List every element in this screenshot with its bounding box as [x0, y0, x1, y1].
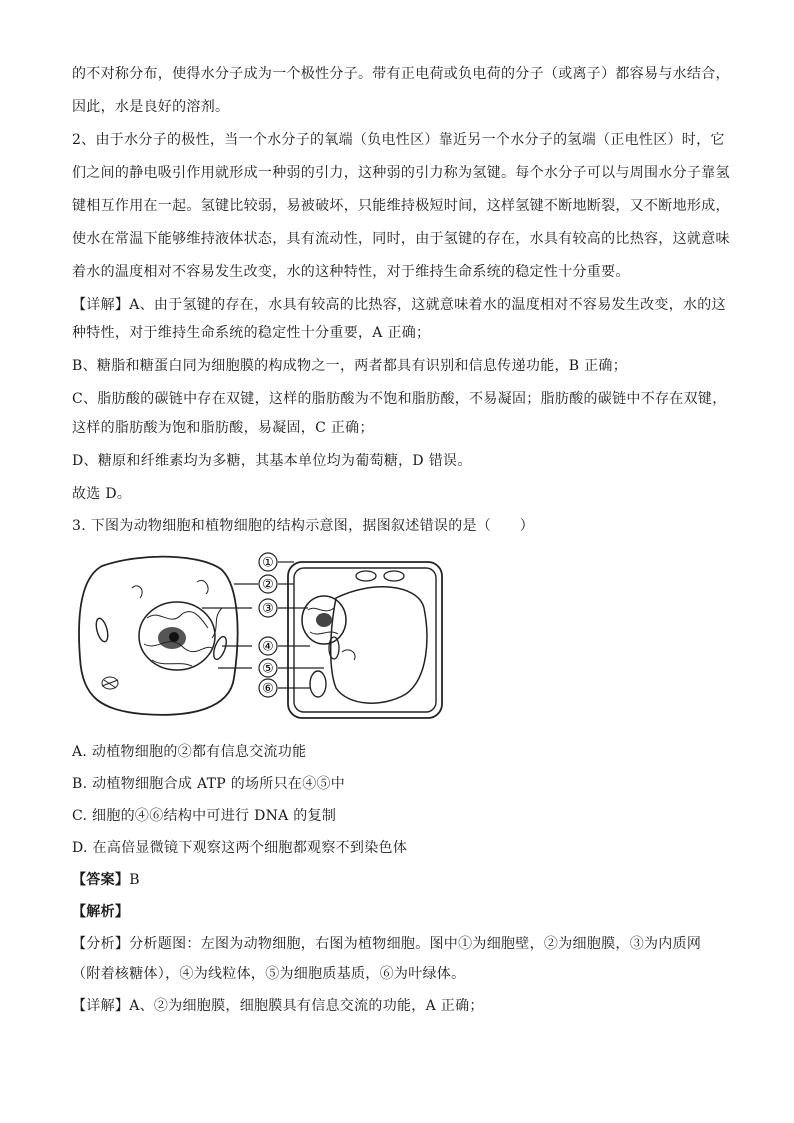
- figure-label-4: ④: [262, 639, 274, 655]
- figure-label-5: ⑤: [262, 661, 274, 677]
- text-line: 2、由于水分子的极性，当一个水分子的氧端（负电性区）靠近另一个水分子的氢端（正电性区）时，它: [72, 132, 725, 148]
- text-line: D、糖原和纤维素均为多糖，其基本单位均为葡萄糖，D 错误。: [72, 453, 472, 469]
- text-line: 故选 D。: [72, 486, 132, 502]
- text-line: 种特性，对于维持生命系统的稳定性十分重要，A 正确；: [72, 325, 431, 341]
- text-line: 这样的脂肪酸为饱和脂肪酸，易凝固，C 正确；: [72, 420, 374, 436]
- option-b: B. 动植物细胞合成 ATP 的场所只在④⑤中: [72, 776, 346, 792]
- analysis-line: （附着核糖体），④为线粒体，⑤为细胞质基质，⑥为叶绿体。: [72, 966, 466, 982]
- question-stem: 3. 下图为动物细胞和植物细胞的结构示意图，据图叙述错误的是（ ）: [72, 518, 535, 534]
- text-line: 们之间的静电吸引作用就形成一种弱的引力，这种弱的引力称为氢键。每个水分子可以与周围水分子靠氢: [72, 165, 730, 181]
- text-line: 使水在常温下能够维持液体状态，具有流动性，同时，由于氢键的存在，水具有较高的比热容，这就意味: [72, 231, 730, 247]
- animal-cell-drawing: [79, 557, 238, 715]
- text-line: 因此，水是良好的溶剂。: [72, 99, 230, 115]
- analysis-tag: 【解析】: [72, 904, 130, 920]
- figure-label-2: ②: [262, 577, 274, 593]
- text-line: B、糖脂和糖蛋白同为细胞膜的构成物之一，两者都具有识别和信息传递功能，B 正确；: [72, 358, 628, 374]
- figure-label-6: ⑥: [262, 681, 274, 697]
- text-line: 的不对称分布，使得水分子成为一个极性分子。带有正电荷或负电荷的分子（或离子）都容易与水结合，: [72, 66, 730, 82]
- figure-label-3: ③: [262, 601, 274, 617]
- plant-cell-drawing: [288, 562, 442, 718]
- answer-value: B: [129, 872, 140, 888]
- option-a: A. 动植物细胞的②都有信息交流功能: [72, 744, 307, 760]
- answer-tag: 【答案】: [72, 872, 130, 888]
- analysis-line: 【分析】分析题图：左图为动物细胞，右图为植物细胞。图中①为细胞壁，②为细胞膜，③为内质网: [72, 936, 702, 952]
- text-line: 键相互作用在一起。氢键比较弱，易被破坏，只能维持极短时间，这样氢键不断地断裂，又不断地形成，: [72, 198, 730, 214]
- analysis-line: 【详解】A、②为细胞膜，细胞膜具有信息交流的功能，A 正确；: [72, 998, 484, 1014]
- text-line: C、脂肪酸的碳链中存在双键，这样的脂肪酸为不饱和脂肪酸，不易凝固；脂肪酸的碳链中不存在双键，: [72, 391, 727, 407]
- option-d: D. 在高倍显微镜下观察这两个细胞都观察不到染色体: [72, 840, 408, 856]
- figure-labels: [259, 553, 277, 697]
- cell-structure-figure: [72, 548, 452, 724]
- figure-label-1: ①: [262, 555, 274, 571]
- text-line: 着水的温度相对不容易发生改变，水的这种特性，对于维持生命系统的稳定性十分重要。: [72, 264, 630, 280]
- answer-line: [72, 870, 140, 890]
- text-line: 【详解】A、由于氢键的存在，水具有较高的比热容，这就意味着水的温度相对不容易发生改变，水的这: [72, 297, 726, 313]
- option-c: C. 细胞的④⑥结构中可进行 DNA 的复制: [72, 808, 337, 824]
